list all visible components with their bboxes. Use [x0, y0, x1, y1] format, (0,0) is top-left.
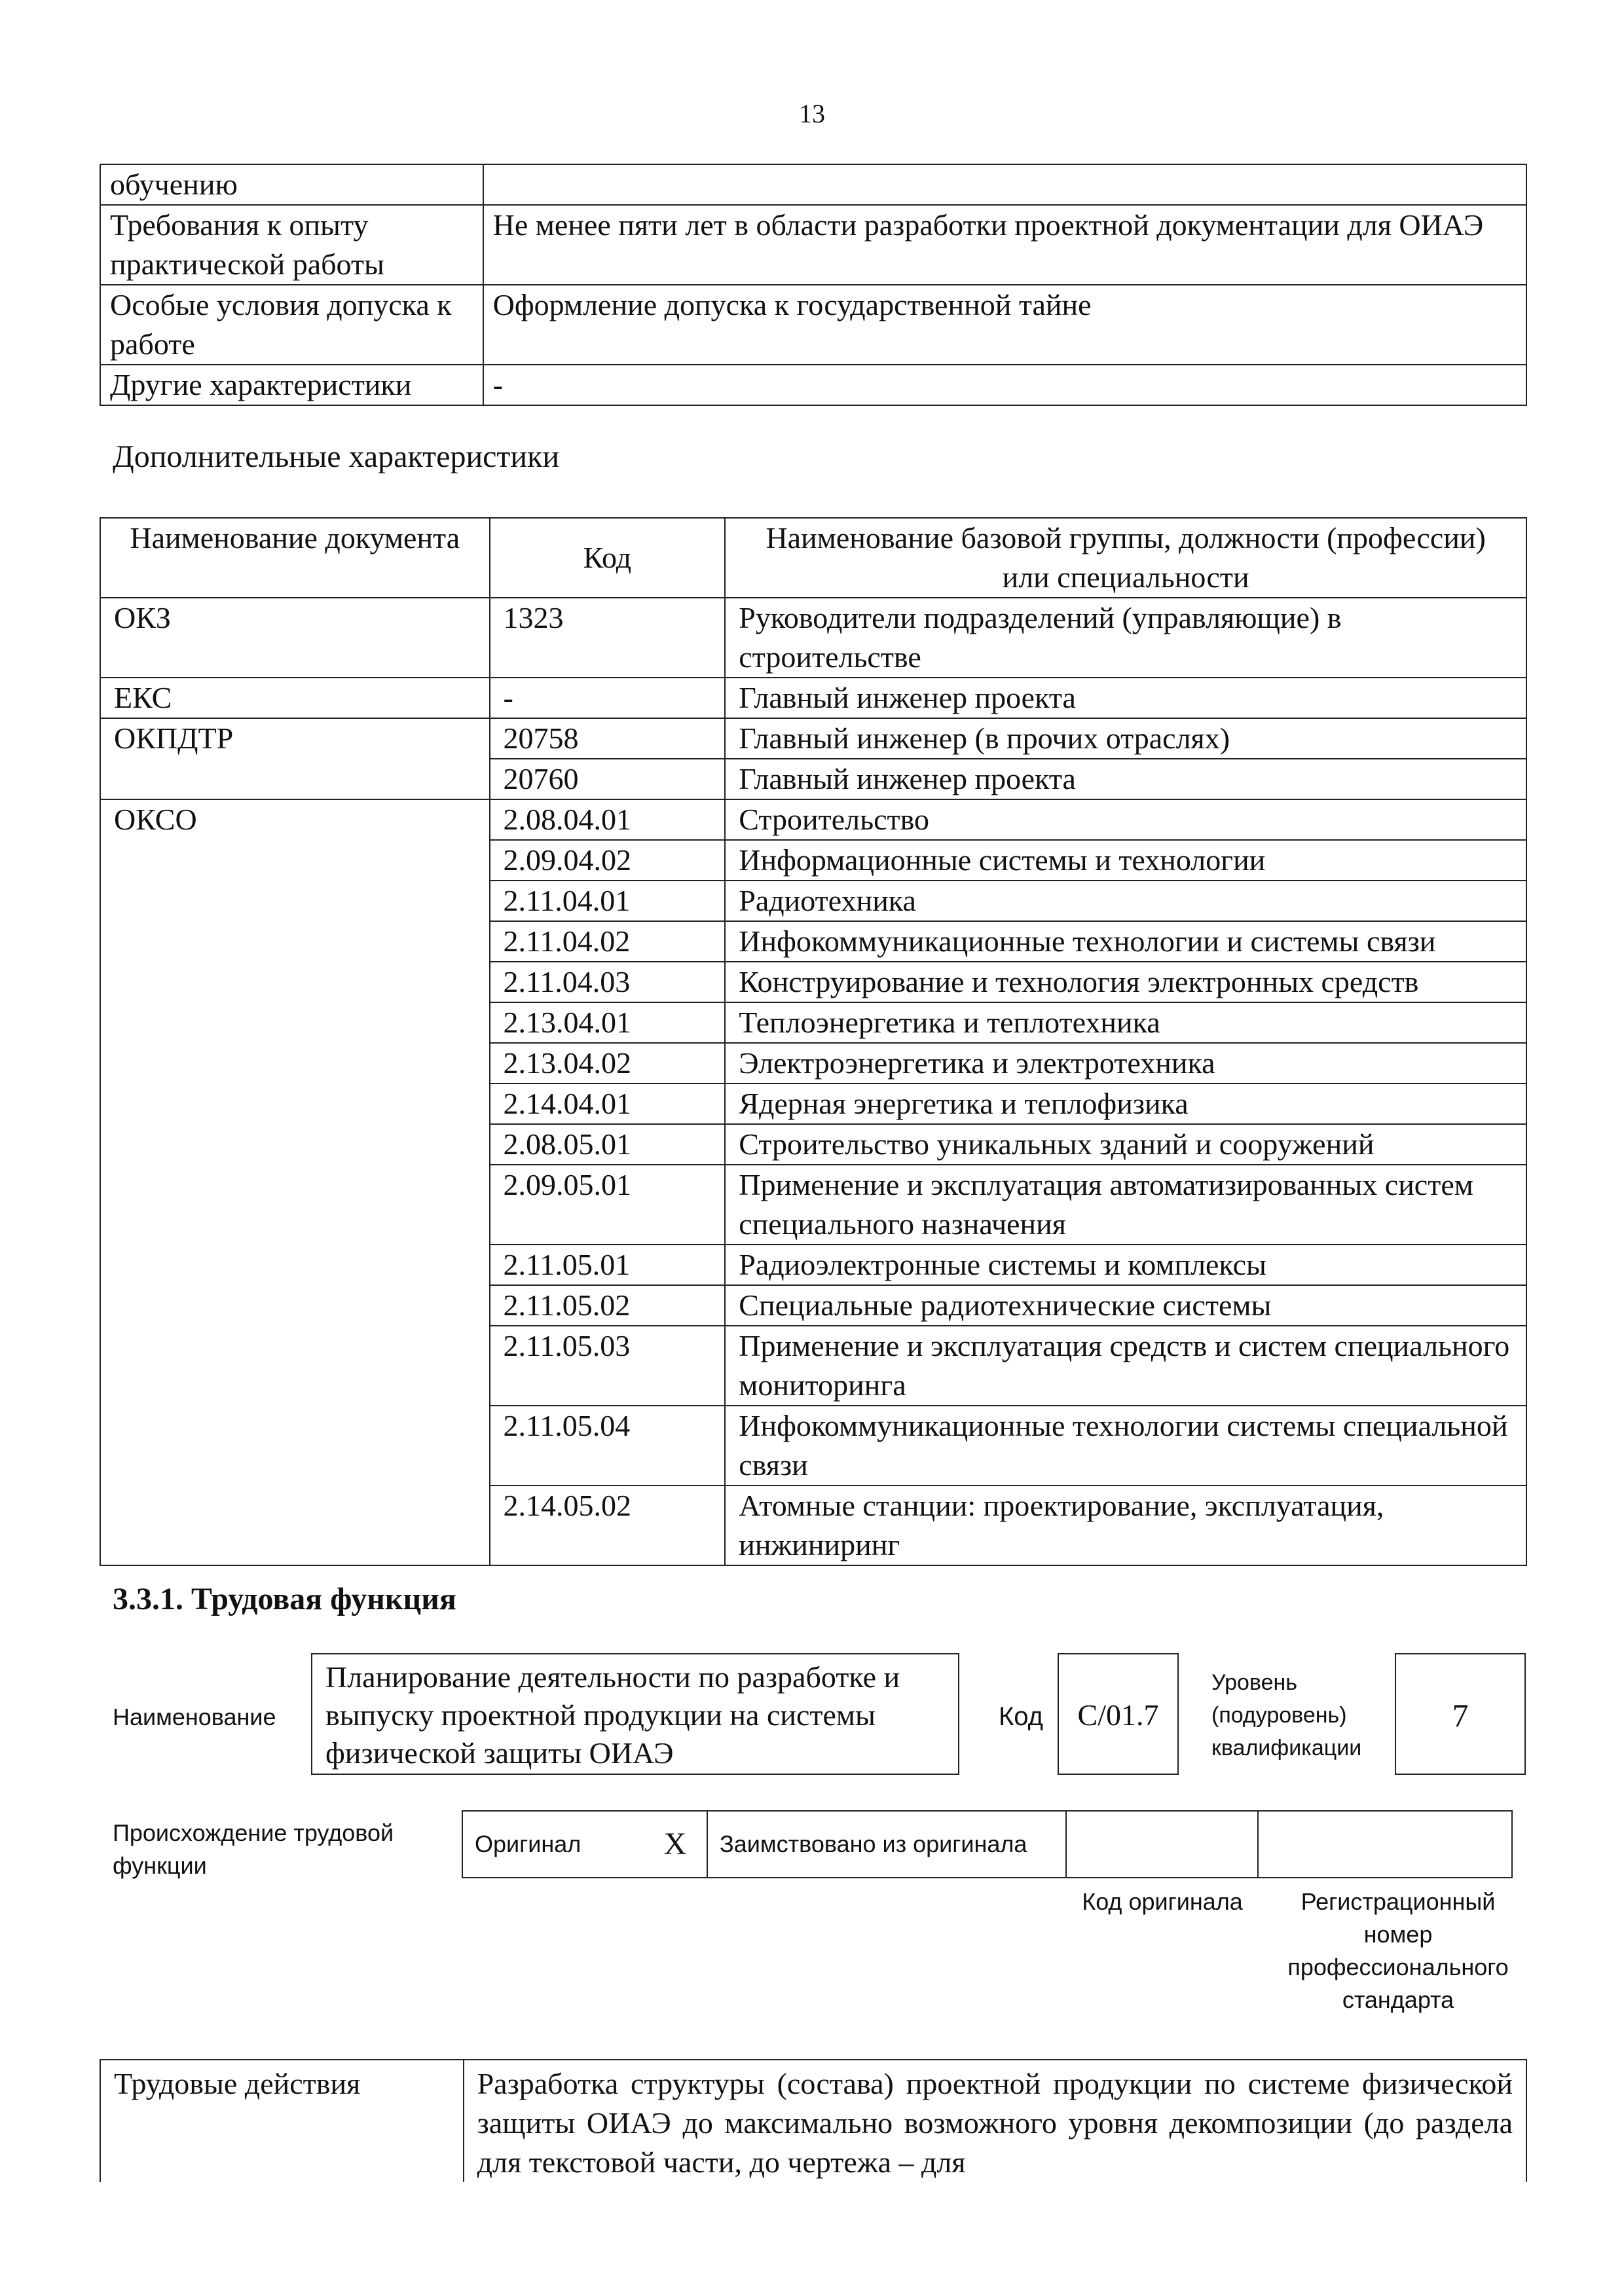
additional-table — [100, 517, 1527, 1566]
code-cell: 20760 — [490, 759, 726, 799]
table-row — [100, 718, 1526, 759]
table-row — [100, 205, 1526, 285]
code-cell: 2.11.05.02 — [490, 1285, 726, 1326]
code-cell: 2.09.04.02 — [490, 840, 726, 881]
name-cell: Конструирование и технология электронных средств — [725, 962, 1526, 1002]
code-label: Код — [999, 1702, 1044, 1731]
function-name-box: Планирование деятельности по разработке и выпуску проектной продукции на системы физической защиты ОИАЭ — [311, 1653, 959, 1775]
code-cell: 2.11.04.01 — [490, 881, 726, 921]
qualifications-table — [100, 164, 1527, 406]
code-cell: 2.14.04.01 — [490, 1084, 726, 1124]
name-cell: Инфокоммуникационные технологии системы специальной связи — [725, 1406, 1526, 1485]
table-row — [100, 365, 1526, 405]
header-code: Код — [490, 518, 726, 598]
doc-cell: ЕКС — [100, 678, 490, 718]
name-cell: Главный инженер проекта — [725, 678, 1526, 718]
original-code-caption: Код оригинала — [1082, 1888, 1243, 1915]
code-cell: 2.11.05.04 — [490, 1406, 726, 1485]
doc-cell: ОКПДТР — [100, 718, 490, 759]
row-label: Другие характеристики — [100, 365, 483, 405]
row-value — [483, 164, 1526, 205]
table-row — [100, 598, 1526, 678]
name-cell: Главный инженер (в прочих отраслях) — [725, 718, 1526, 759]
function-code-box: C/01.7 — [1058, 1653, 1179, 1775]
origin-table — [462, 1810, 1513, 1878]
code-cell: 2.13.04.02 — [490, 1043, 726, 1084]
row-label: Требования к опыту практической работы — [100, 205, 483, 285]
doc-cell-empty — [100, 759, 490, 799]
name-cell: Специальные радиотехнические системы — [725, 1285, 1526, 1326]
table-header-row — [100, 518, 1526, 598]
code-cell: 2.08.04.01 — [490, 799, 726, 840]
table-row — [462, 1811, 1512, 1878]
doc-cell: ОКСО — [100, 799, 490, 1565]
reg-number-cell — [1258, 1811, 1512, 1878]
row-value: Оформление допуска к государственной тайне — [483, 285, 1526, 365]
name-cell: Ядерная энергетика и теплофизика — [725, 1084, 1526, 1124]
name-label: Наименование — [113, 1704, 276, 1730]
table-row — [100, 2060, 1526, 2182]
table-row — [100, 164, 1526, 205]
name-cell: Строительство уникальных зданий и сооружений — [725, 1124, 1526, 1165]
name-cell: Инфокоммуникационные технологии и системы связи — [725, 921, 1526, 962]
name-cell: Электроэнергетика и электротехника — [725, 1043, 1526, 1084]
original-mark: X — [644, 1811, 707, 1878]
level-label — [1211, 1666, 1362, 1764]
name-cell: Радиоэлектронные системы и комплексы — [725, 1245, 1526, 1285]
original-label: Оригинал — [462, 1811, 644, 1878]
code-cell: 2.14.05.02 — [490, 1485, 726, 1565]
section-title: 3.3.1. Трудовая функция — [113, 1582, 456, 1616]
code-cell: 2.11.04.02 — [490, 921, 726, 962]
name-cell: Теплоэнергетика и теплотехника — [725, 1002, 1526, 1043]
labor-actions-text: Разработка структуры (состава) проектной продукции по системе физической защиты ОИАЭ до максимально возможного уровня декомпозиции (до раздела для текстовой части, до чертежа – для — [464, 2060, 1526, 2182]
origin-label-text: Происхождение трудовой функции — [113, 1819, 394, 1879]
doc-cell: ОКЗ — [100, 598, 490, 678]
labor-actions-table — [100, 2059, 1527, 2182]
additional-heading: Дополнительные характеристики — [113, 439, 560, 474]
name-cell: Руководители подразделений (управляющие) в строительстве — [725, 598, 1526, 678]
level-label-text: Уровень (подуровень) квалификации — [1211, 1670, 1362, 1760]
header-doc: Наименование документа — [100, 518, 490, 598]
code-cell: 2.11.05.01 — [490, 1245, 726, 1285]
code-cell: 20758 — [490, 718, 726, 759]
row-value: Не менее пяти лет в области разработки проектной документации для ОИАЭ — [483, 205, 1526, 285]
labor-actions-label: Трудовые действия — [100, 2060, 464, 2182]
code-cell: 2.11.05.03 — [490, 1326, 726, 1406]
code-cell: 2.09.05.01 — [490, 1165, 726, 1245]
original-code-cell — [1066, 1811, 1258, 1878]
origin-label — [113, 1817, 440, 1882]
code-cell: 1323 — [490, 598, 726, 678]
code-cell: 2.11.04.03 — [490, 962, 726, 1002]
row-value: - — [483, 365, 1526, 405]
code-cell: 2.08.05.01 — [490, 1124, 726, 1165]
table-row — [100, 759, 1526, 799]
name-cell: Информационные системы и технологии — [725, 840, 1526, 881]
reg-number-caption: Регистрационный номер профессионального стандарта — [1287, 1888, 1509, 2013]
name-cell: Применение и эксплуатация автоматизированных систем специального назначения — [725, 1165, 1526, 1245]
table-row — [100, 285, 1526, 365]
name-cell: Строительство — [725, 799, 1526, 840]
code-cell: - — [490, 678, 726, 718]
code-cell: 2.13.04.01 — [490, 1002, 726, 1043]
header-name: Наименование базовой группы, должности (профессии) или специальности — [725, 518, 1526, 598]
name-cell: Радиотехника — [725, 881, 1526, 921]
row-label: обучению — [100, 164, 483, 205]
name-cell: Применение и эксплуатация средств и систем специального мониторинга — [725, 1326, 1526, 1406]
name-cell: Атомные станции: проектирование, эксплуатация, инжиниринг — [725, 1485, 1526, 1565]
table-row — [100, 799, 1526, 840]
name-cell: Главный инженер проекта — [725, 759, 1526, 799]
page-number: 13 — [799, 99, 825, 128]
level-box: 7 — [1395, 1653, 1526, 1775]
row-label: Особые условия допуска к работе — [100, 285, 483, 365]
borrowed-label: Заимствовано из оригинала — [707, 1811, 1066, 1878]
table-row — [100, 678, 1526, 718]
